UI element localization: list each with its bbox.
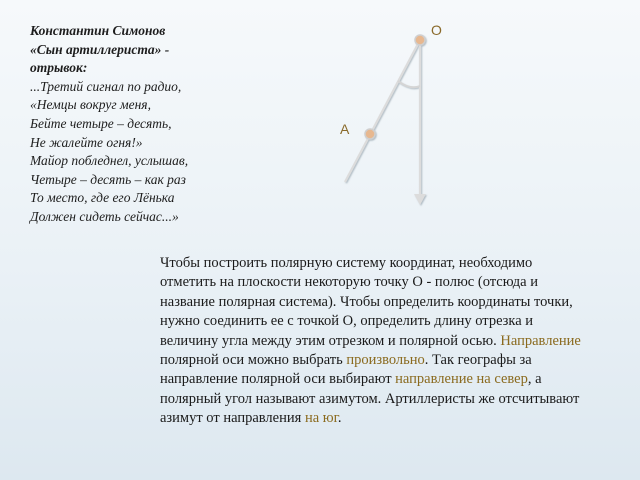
text-part: , а полярный угол называют азимутом. Артиллеристы же отсчитывают азимут от направления [160,371,580,427]
poem-line: Бейте четыре – десять, [30,115,172,131]
text-part: . Так географы за направление полярной оси выбирают [160,352,532,388]
point-a [365,129,375,139]
poem-line: То место, где его Лёнька [30,190,175,206]
highlight-direction: Направление [500,332,581,349]
poem-line: Не жалейте огня!» [30,134,143,150]
angle-arc [398,81,420,87]
segment-oa [345,40,420,182]
poem-line: Четыре – десять – как раз [30,171,186,187]
text-part: . [337,410,342,427]
poem-line: Должен сидеть сейчас...» [30,208,179,224]
poem-line: Майор побледнел, услышав, [30,153,189,169]
poem-subtitle: отрывок: [30,60,88,76]
explanation-text [160,254,590,429]
polar-axis-arrow [414,194,426,205]
poem-title: «Сын артиллериста» - [30,41,170,57]
text-part: Чтобы построить полярную систему координат, необходимо отметить на плоскости некоторую точку О - полюс (отсюда и название полярная система). Чтобы определить координаты точки, нужно соединить ее с точкой О, определить длину отрезка и величину угла между этим отрезком и полярной осью. [160,255,573,349]
label-a: А [340,121,350,137]
point-o [415,35,425,45]
highlight-north: направление на север [395,371,528,388]
highlight-south: на юг [304,410,338,427]
poem-line: «Немцы вокруг меня, [30,97,151,113]
text-part: полярной оси можно выбрать [160,352,347,369]
label-o: О [431,22,442,38]
poem-line: ...Третий сигнал по радио, [30,78,182,94]
highlight-arbitrary: произвольно [346,352,425,369]
poem-author: Константин Симонов [30,23,166,38]
